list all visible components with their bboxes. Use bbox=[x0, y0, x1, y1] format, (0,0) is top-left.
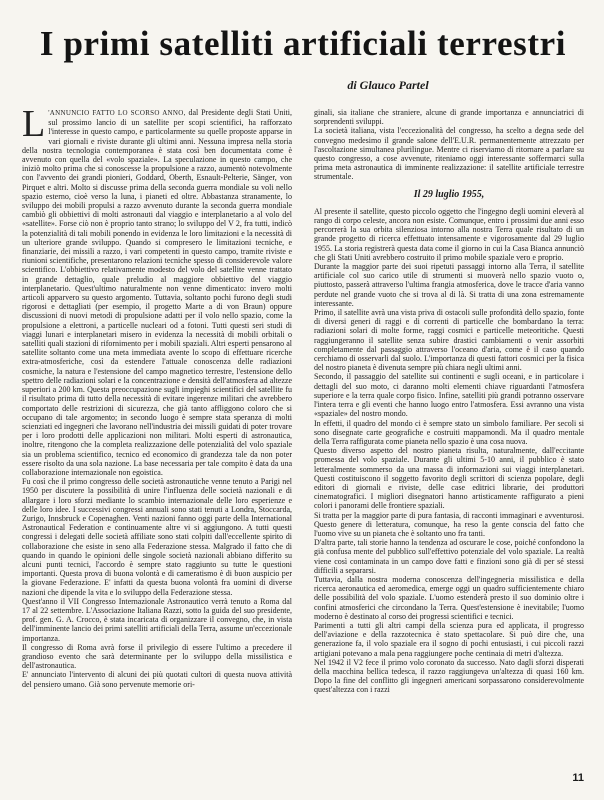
body-paragraph: Durante la maggior parte dei suoi ripetuti passaggi intorno alla Terra, il satellite artificiale col suo carico utile di strumenti si muoverà nello spazio vuoto o, piuttosto, passerà attraverso l'ultima frangia atmosferica, dove le tracce d'aria vanno perdute nel grande vuoto che si trova al di là. Si tratta di una zona estremamente interessante. bbox=[314, 262, 584, 308]
body-paragraph: Primo, il satellite avrà una vista priva di ostacoli sulle profondità dello spazio, fonte di diversi generi di raggi e di correnti di particelle che bombardano la terra: radiazioni solari di molte forme, raggi cosmici e particelle meteoritiche. Questi raggiungeranno il satellite senza subire drastici cambiamenti o venir assorbiti completamente dal passaggio attraverso l'oceano d'aria, come è il caso quando cerchiamo di osservarli dal suolo. L'importanza di questi fattori cosmici per la fisica del nostro pianeta è divenuta sempre più chiara negli ultimi anni. bbox=[314, 308, 584, 373]
body-paragraph: dal Presidente degli Stati Uniti, sul prossimo lancio di un satellite per scopi scientifici, ha rafforzato l'interesse in questo campo, e particolarmente su quelle proposte apparse in vari giornali e riviste durante gli ultimi anni. Nessuna impresa nella storia della nostra tecnologia contemporanea è stata così ben documentata come è avvenuto con quella del «volo spaziale». La speculazione in questo campo, che iniziò molto prima che si conoscesse la propulsione a razzo, aumentò notevolmente con l'avvento dei grandi pionieri, Goddard, Oberth, Esnault-Pelterie, Sänger, von Pirquet e altri. Molto si discusse prima della seconda guerra mondiale su voli nello spazio esterno, cioè verso la luna, i pianeti ed oltre. Abbastanza stranamente, lo sviluppo dei mobili propulsi a razzo avvenuto durante la seconda guerra mondiale cambiò gli obbiettivi di molti astronauti dal viaggio e interplanetario a al volo del «satellite». Forse ciò non è proprio tanto strano; lo sviluppo del V 2, fra tutti, indicò la potenzialità di tali mobili ponendo in evidenza le loro limitazioni e la necessità di un ulteriore grande sviluppo. Quando si compresero le limitazioni tecniche, e finanziarie, dei missili a razzo, i vari competenti in questo campo, tramite riviste e riunioni scientifiche, presentarono relazioni tecniche spesso di considerevole valore scientifico. L'obbiettivo relativamente modesto del volo del satellite venne trattato in grande dettaglio, quale preludio al maggiore obbiettivo del viaggio interplanetario. Quest'ultimo naturalmente non venne dimenticato: invero molti articoli apparvero su questo argomento. Tuttavia, soltanto pochi furono degli studi rigorosi e dettagliati (per esempio, il progetto Marte a di von Braun) oppure discussioni di nuovi metodi di propulsione adatti per il volo nello spazio, come la propulsione a elettroni, a particelle nucleari od a fotoni. Tutti questi seri studi di viaggi lunari e interplanetari misero in evidenza la necessità di mobili orbitali o satelliti quali stazioni di rifornimento per i mobili spaziali. Altri esperti pensarono al satellite soltanto come una meta immediata avente lo scopo di effettuare ricerche extra-atmosferiche, così da estendere l'attuale conoscenza delle radiazioni cosmiche, la natura e l'estensione del campo magnetico terrestre, l'estensione dello spettro delle radiazioni solari e la concentrazione e densità dell'atmosfera ad altezze superiori a 200 km. Questa preoccupazione sugli impieghi scientifici del satellite fu il risultato prima di tutto della necessità di evitare ingerenze militari che avrebbero comportato delle restrizioni di sicurezza, che già tanto affliggono coloro che si occupano di tale argomento; in secondo luogo è sempre stata speranza di molti scienziati ed ingegneri che lavorano nell'industria dei missili guidati di poter trovare per i loro prodotti delle applicazioni non militari. Molti esperti di astronautica, inoltre, ritengono che la completa realizzazione delle potenzialità del volo spaziale sia un problema scientifico, tecnico ed economico di grandezza tale da non poter essere risolto da una sola nazione. La base necessaria per tale compito è data da una collaborazione internazionale non egoistica. bbox=[22, 108, 292, 477]
body-paragraph: Parimenti a tutti gli altri campi della scienza pura ed applicata, il progresso dell'aviazione e della razzotecnica è stato spettacolare. Si può dire che, una generazione fa, il volo spaziale era il sogno di pochi entusiasti, i cui piccoli razzi artigiani potevano a mala pena raggiungere poche centinaia di metri d'altezza. bbox=[314, 620, 584, 658]
article-title: I primi satelliti artificiali terrestri bbox=[39, 24, 567, 63]
body-paragraph: Il congresso di Roma avrà forse il privilegio di essere l'ultimo a precedere il grandioso evento che sarà determinante per lo sviluppo della missilistica e dell'astronautica. bbox=[22, 642, 292, 671]
body-paragraph: La società italiana, vista l'eccezionalità del congresso, ha scelto a degna sede del convegno medesimo il grande salone dell'E.U.R. permanentemente attrezzato per l'ascoltazione simultanea plurilingue. Mentre ci riserviamo di ritornare a parlare su questo congresso, a cose avvenute, riteniamo oggi interessante soffermarci sulla prima meta astronautica di imminente realizzazione: il satellite artificiale terrestre strumentale. bbox=[314, 126, 584, 182]
body-paragraph: Nel 1942 il V2 fece il primo volo coronato da successo. Nato dagli sforzi disperati della macchina bellica tedesca, il razzo raggiungeva un'altezza di quasi 160 km. Dopo la fine del conflitto gli ingegneri americani sorpassarono considerevolmente quest'altezza con i razzi bbox=[314, 657, 584, 695]
body-paragraph: In effetti, il quadro del mondo ci è sempre stato un simbolo familiare. Per secoli si sono disegnate carte geografiche e costruiti mappamondi. Ma il quadro mentale della Terra raffigurata come pianeta nello spazio è una cosa nuova. bbox=[314, 418, 584, 446]
body-paragraph: Questo diverso aspetto del nostro pianeta risulta, naturalmente, dall'eccitante promessa del volo spaziale. Durante gli ultimi 5-10 anni, il pubblico è stato letteralmente sommerso da una massa di informazioni sui viaggi interplanetari. Questi costituiscono il soggetto favorito degli scrittori di scienza popolare, degli editori di giornali e riviste, delle case editrici librarie, dei produttori cinematografici. I migliori disegnatori hanno artisticamente raffigurato a pieni colori i panorami delle frontiere spaziali. bbox=[314, 446, 584, 511]
body-paragraph: Fu così che il primo congresso delle società astronautiche venne tenuto a Parigi nel 1950 per discutere la possibilità di unire l'influenza delle società nazionali e di allargare i loro sforzi mediante lo scambio internazionale delle loro esperienze e delle loro idee. I successivi congressi annuali sono stati tenuti a Londra, Stoccarda, Zurigo, Innsbruck e Copenaghen. Venti nazioni fanno oggi parte della International Astronautical Federation e continuamente altre vi si aggiungono. A tutti questi congressi i delegati delle società affiliate sono stati colpiti dall'eccellente spirito di collaborazione che esiste in seno alla Federazione stessa. Malgrado il fatto che di quando in quando le opinioni delle singole società nazionali abbiano differito su alcuni punti tecnici, l'accordo è sempre stato raggiunto su tutte le questioni importanti. Questa prova di buona volontà e di cameratismo è di buon auspicio per la giovane Federazione. E' infatti da questa buona volontà fra uomini di diverse nazioni che dipende la vita e lo sviluppo della Federazione stessa. bbox=[22, 477, 292, 597]
opening-paragraph bbox=[22, 108, 292, 477]
body-paragraph: E' annunciato l'intervento di alcuni dei più quotati cultori di questa nuova attività del pensiero umano. Già sono pervenute memorie ori- bbox=[22, 670, 292, 689]
body-paragraph: ginali, sia italiane che straniere, alcune di grande importanza e annunciatrici di sorprendenti sviluppi. bbox=[314, 108, 584, 127]
lead-in: 'ANNUNCIO FATTO LO SCORSO ANNO, bbox=[48, 109, 186, 117]
body-paragraph: Secondo, il passaggio del satellite sui continenti e sugli oceani, e in particolare i dettagli del suo moto, ci daranno molti elementi chiave riguardanti l'atmosfera superiore e la terra quale corpo fisico. Infine, satelliti più grandi potranno osservare l'intera terra e gli eventi che hanno luogo entro l'atmosfera. Essi avranno una vista «spaziale» del nostro mondo. bbox=[314, 372, 584, 419]
page-number: 11 bbox=[572, 772, 584, 784]
column-left bbox=[22, 108, 292, 780]
article-page bbox=[22, 24, 584, 784]
section-heading-date: Il 29 luglio 1955, bbox=[413, 188, 485, 200]
body-paragraph: Al presente il satellite, questo piccolo oggetto che l'ingegno degli uomini eleverà al rango di corpo celeste, ancora non esiste. Comunque, entro i prossimi due anni esso percorrerà la sua orbita silenziosa intorno alla nostra Terra quale risultato di un grande progetto di ricerca effettuato intensamente e vigorosamente dal 29 luglio 1955. La storia registrerà questa data come il giorno in cui la Casa Bianca annunciò che gli Stati Uniti avrebbero costruito il primo mobile spaziale vero e proprio. bbox=[314, 206, 584, 262]
drop-cap: L bbox=[22, 108, 46, 145]
body-paragraph: Tuttavia, dalla nostra moderna conoscenza dell'ingegneria missilistica e della ricerca aeronautica ed aeromedica, emerge oggi un quadro sufficientemente chiaro delle possibilità del volo spaziale. L'uomo estenderà presto il suo dominio oltre i confini atmosferici che circondano la Terra. Quest'estensione è inevitabile; l'uomo moderno è destinato al corso dei progressi scientifici e tecnici. bbox=[314, 574, 584, 621]
article-body bbox=[22, 108, 584, 780]
column-right bbox=[314, 108, 584, 780]
body-paragraph: Quest'anno il VII Congresso Internazionale Astronautico verrà tenuto a Roma dal 17 al 22 settembre. L'Associazione Italiana Razzi, sotto la guida del suo presidente, prof. gen. G. A. Crocco, è stata incaricata di organizzare il convegno, che, in vista dell'imminente lancio dei primi satelliti artificiali della Terra, assume un'eccezionale importanza. bbox=[22, 596, 292, 643]
body-paragraph: Si tratta per la maggior parte di pura fantasia, di racconti immaginari e avventurosi. Questo genere di letteratura, comunque, ha reso la gente conscia del fatto che l'uomo vive su un pianeta che è soltanto uno fra tanti. bbox=[314, 510, 584, 538]
article-byline: di Glauco Partel bbox=[347, 78, 429, 92]
body-paragraph: D'altra parte, tali storie hanno la tendenza ad oscurare le cose, poiché confondono la già confusa mente del pubblico sull'effettivo potenziale del volo spaziale. La realtà viene così contaminata in un campo dove fatti e finzioni sono già di per sé stessi difficili a separarsi. bbox=[314, 538, 584, 575]
